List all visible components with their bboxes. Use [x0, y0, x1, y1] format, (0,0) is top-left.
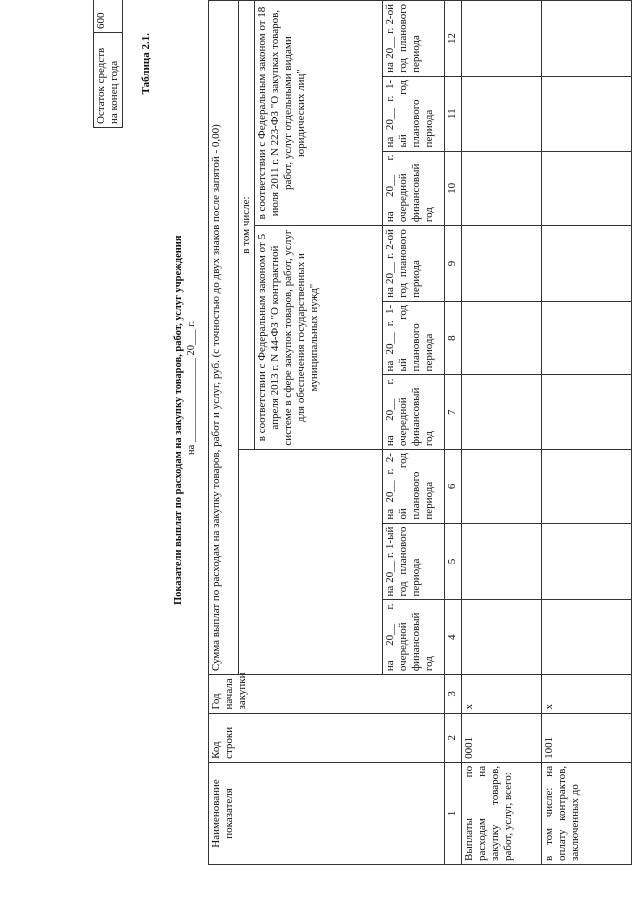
row-name: Выплаты по расходам на закупку товаров, работ, услуг, всего: [462, 762, 542, 864]
header-law44: в соответствии с Федеральным законом от 5 апреля 2013 г. N 44-ФЗ "О контрактной системе в сфере закупок товаров, работ, услуг для обеспечения государственных и муниципальных нужд" [255, 226, 383, 450]
document-title [172, 125, 198, 605]
table-label: Таблица 2.1. [140, 33, 152, 95]
col-number: 4 [445, 600, 462, 675]
row-code: 0001 [462, 713, 542, 762]
header-year-start: Год начала закупки [209, 675, 445, 713]
col-number: 12 [445, 1, 462, 77]
col-number: 2 [445, 713, 462, 762]
header-44-year0: на 20__ г. очередной финансовый год [383, 375, 445, 450]
header-total-year1: на 20__ г. 1-ый год планового периода [383, 523, 445, 600]
col-number: 10 [445, 151, 462, 226]
row-name: в том числе: на оплату контрактов, заключенных до [542, 762, 632, 864]
title-line1: Показатели выплат по расходам на закупку товаров, работ, услуг учреждения [173, 235, 184, 605]
col-number: 11 [445, 76, 462, 151]
header-name: Наименование показателя [209, 762, 445, 864]
row-year: х [462, 675, 542, 713]
header-total-year2: на 20__ г. 2-ой год планового периода [383, 450, 445, 524]
col-number: 1 [445, 762, 462, 864]
header-in-that: в том числе: [239, 1, 255, 450]
balance-row-label: Остаток средств на конец года [94, 33, 123, 128]
col-number: 7 [445, 375, 462, 450]
payments-table [208, 0, 632, 865]
column-numbers-row [445, 1, 462, 865]
title-line2: на ________________ 20___ г. [186, 320, 197, 455]
header-code: Код строки [209, 713, 445, 762]
col-number: 6 [445, 450, 462, 524]
row-code: 1001 [542, 713, 632, 762]
header-law223: в соответствии с Федеральным законом от 18 июля 2011 г. N 223-ФЗ "О закупках товаров, работ, услуг отдельными видами юридических лиц" [255, 1, 383, 226]
col-number: 8 [445, 301, 462, 375]
header-223-year2: на 20__ г. 2-ой год планового периода [383, 1, 445, 77]
header-44-year2: на 20__ г. 2-ой год планового периода [383, 226, 445, 302]
col-number: 5 [445, 523, 462, 600]
col-number: 9 [445, 226, 462, 302]
header-sum: Сумма выплат по расходам на закупку товаров, работ и услуг, руб. (с точностью до двух знаков после запятой - 0,00) [209, 1, 239, 675]
balance-table [93, 0, 123, 128]
header-44-year1: на 20__ г. 1-ый год планового периода [383, 301, 445, 375]
header-total-year0: на 20__ г. очередной финансовый год [383, 600, 445, 675]
col-number: 3 [445, 675, 462, 713]
header-223-year1: на 20__ г. 1-ый год планового периода [383, 76, 445, 151]
table-row [542, 1, 632, 865]
table-row [462, 1, 542, 865]
balance-code: 600 [94, 0, 123, 33]
row-year: х [542, 675, 632, 713]
header-223-year0: на 20__ г. очередной финансовый год [383, 151, 445, 226]
